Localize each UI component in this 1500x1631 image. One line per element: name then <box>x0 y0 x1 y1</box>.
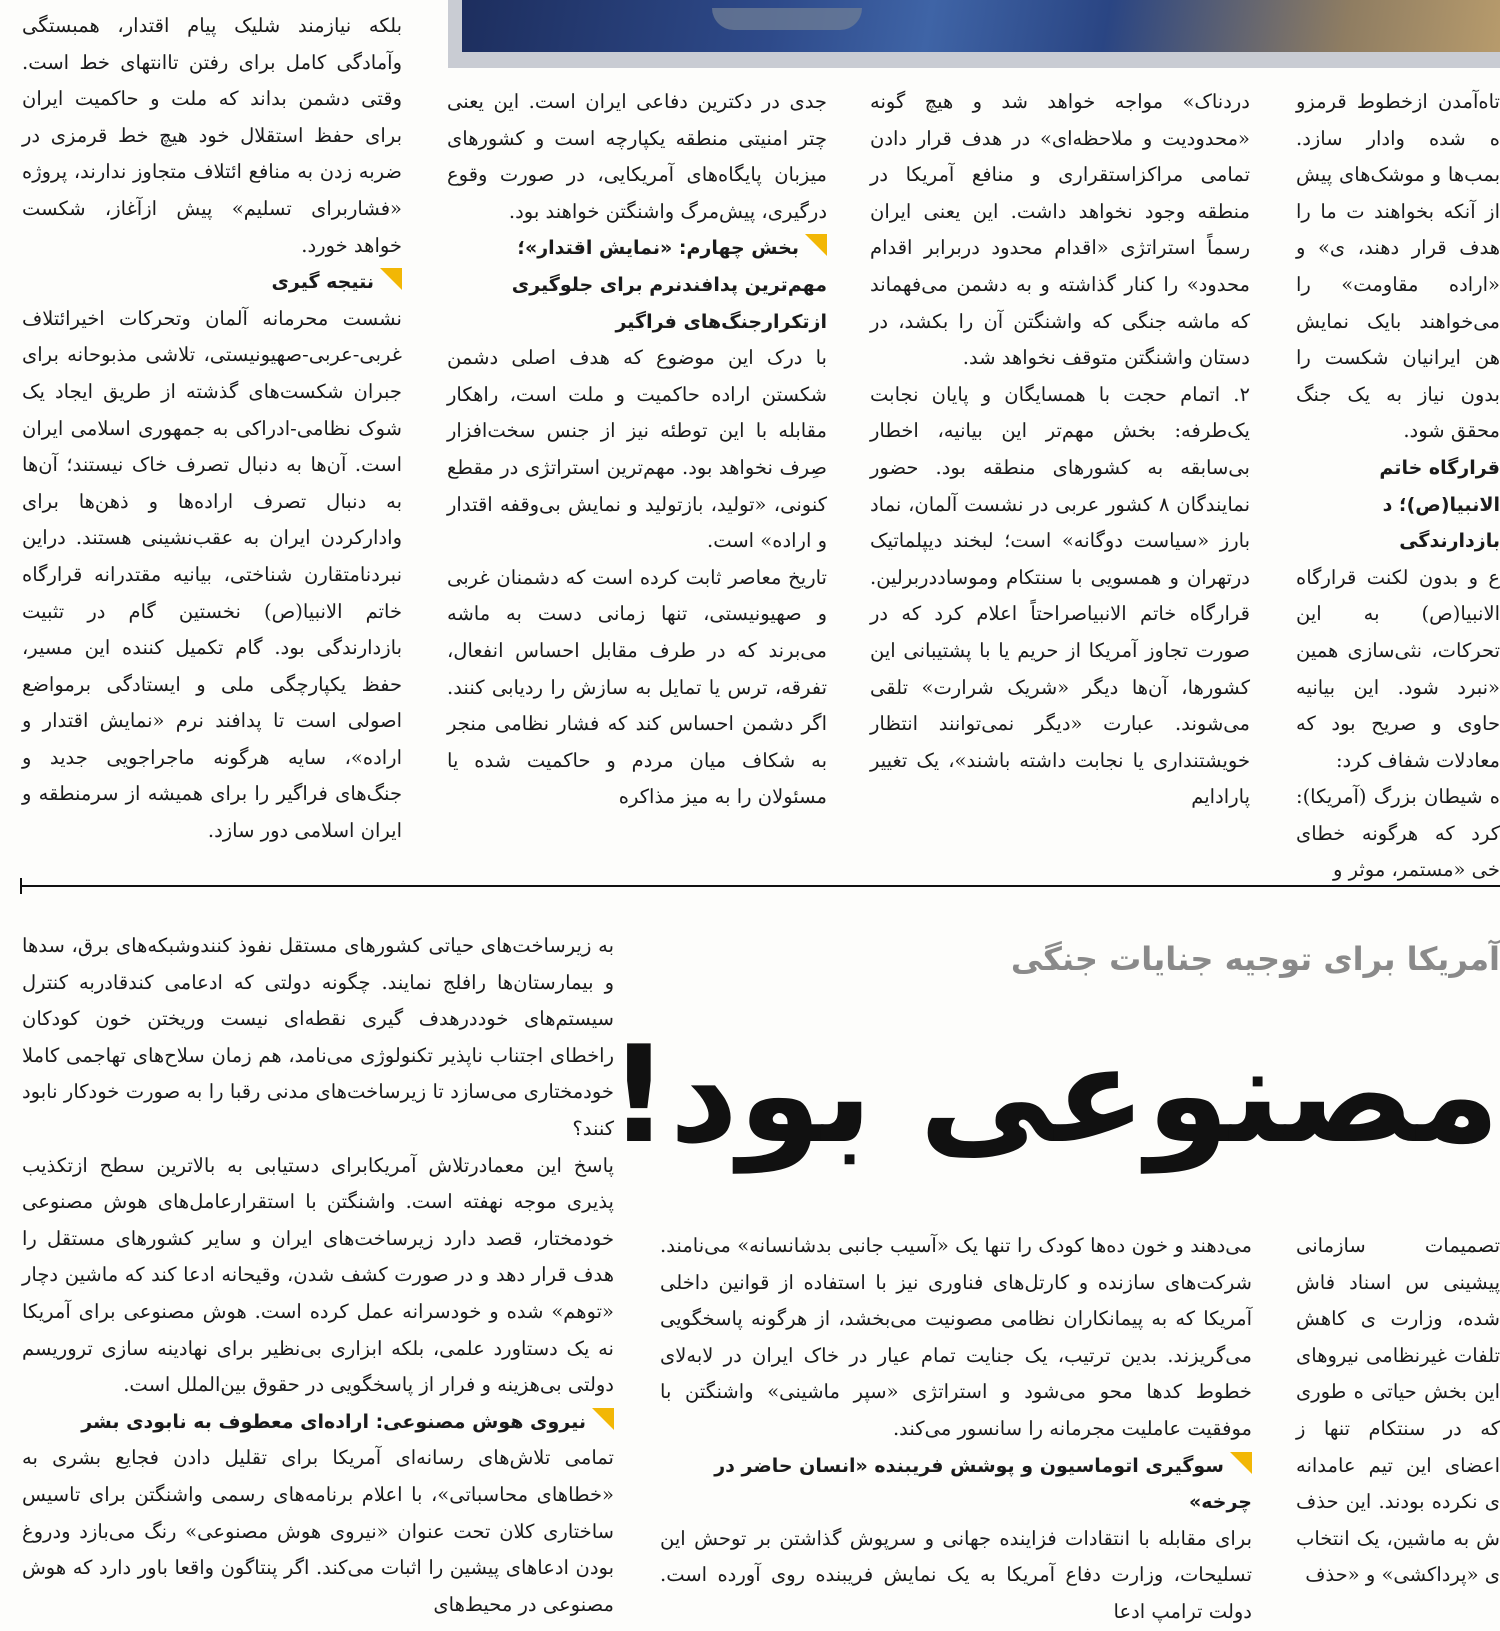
article-headline: مصنوعی بود! <box>608 1017 1500 1173</box>
top-col4-subhead: قرارگاه خاتم الانبیا(ص)؛ د بازدارندگی <box>1379 456 1500 553</box>
top-col3-para-b: ۲. اتمام حجت با همسایگان و پایان نجابت یک‌طرفه: بخش مهم‌تر این بیانیه، اخطار بی‌سابقه به کشورهای منطقه بود. حضور نمایندگان ۸ کشور عربی در نشست آلمان، نماد بارز «سیاست دوگانه» است؛ لبخند دیپلماتیک درتهران و همسویی با سنتکام وموساددربرلین. قرارگاه خاتم الانبیاصراحتاً اعلام کرد که در صورت تجاوز آمریکا از حریم یا با پشتیبانی این کشورها، آن‌ها دیگر «شریک شرارت» تلقی می‌شوند. عبارت «دیگر نمی‌توانند انتظار خویشتنداری یا نجابت داشته باشند»، یک تغییر پارادایم <box>870 382 1250 809</box>
bottom-col1-para-b: پاسخ این معمادرتلاش آمریکابرای دستیابی به بالاترین سطح ازتکذیب پذیری موجه نهفته است. واشنگتن با استقرارعامل‌های هوش مصنوعی خودمختار، قصد دارد زیرساخت‌های ایران و سایر کشورهای مستقل را هدف قرار دهد و در صورت کشف شدن، وقیحانه ادعا کند که ماشین دچار «توهم» شده و خودسرانه عمل کرده است. هوش مصنوعی برای آمریکا نه یک دستاورد علمی، بلکه ابزاری بی‌نظیر برای نهادینه سازی تروریسم دولتی بی‌هزینه و فرار از پاسخگویی در حقوق بین‌الملل است. <box>22 1153 614 1397</box>
bottom-col1-para-a: به زیرساخت‌های حیاتی کشورهای مستقل نفوذ کنندوشبکه‌های برق، سدها و بیمارستان‌ها رافلج نمایند. چگونه دولتی که ادعامی کندقادربه کنترل سیستم‌های خوددرهدف گیری نقطه‌ای نیست وریختن خون کودکان راخطای اجتناب ناپذیر تکنولوژی می‌نامد، هم زمان سلاح‌های تهاجمی کاملا خودمختاری می‌سازد تا زیرساخت‌های مدنی رقبا را به صورت خودکار نابود کنند؟ <box>22 934 614 1140</box>
bottom-col-2 <box>660 1228 1252 1623</box>
bottom-col2-para2: برای مقابله با انتقادات فزاینده جهانی و سرپوش گذاشتن بر توحش این تسلیحات، وزارت دفاع آمریکا به یک نمایش فریبنده روی آورده است. دولت ترامپ ادعا <box>660 1526 1252 1623</box>
top-photo <box>448 0 1500 68</box>
triangle-marker-icon <box>805 234 827 256</box>
triangle-marker-icon <box>1230 1452 1252 1474</box>
top-col1-para: بلکه نیازمند شلیک پیام اقتدار، همبستگی وآمادگی کامل برای رفتن تاانتهای خط است. وقتی دشمن بداند که ملت و حاکمیت ایران برای حفظ استقلال خود هیچ خط قرمزی در ضربه زدن به منافع ائتلاف متجاوز ندارند، پروژه «فشاربرای تسلیم» پیش ازآغاز، شکست خواهد خورد. <box>22 14 402 257</box>
triangle-marker-icon <box>380 268 402 290</box>
top-col4-para: تاه‌آمدن ازخطوط قرمزو ه شده وادار سازد. بمب‌ها و موشک‌های پیش از آنکه بخواهند ت ما را هدف قرار دهند، ی» و «اراده مقاومت» را می‌خواهند بایک نمایش هن ایرانیان شکست را بدون نیاز به یک جنگ محقق شود. <box>1296 90 1500 443</box>
top-col1-para2: نشست محرمانه آلمان وتحرکات اخیرائتلاف غربی-عربی-صهیونیستی، تلاشی مذبوحانه برای جبران شکست‌های گذشته از طریق ایجاد یک شوک نظامی-ادراکی به جمهوری اسلامی ایران است. آن‌ها به دنبال تصرف خاک نیستند؛ آن‌ها به دنبال تصرف اراده‌ها و ذهن‌ها برای وادارکردن ایران به عقب‌نشینی هستند. دراین نبردنامتقارن شناختی، بیانیه مقتدرانه قرارگاه خاتم الانبیا(ص) نخستین گام در تثبیت بازدارندگی بود. گام تکمیل کننده این مسیر، حفظ یکپارچگی ملی و ایستادگی برمواضع اصولی است تا پدافند نرم «نمایش اقتدار و اراده»، سایه هرگونه ماجراجویی جدید و جنگ‌های فراگیر را برای همیشه از سرمنطقه و ایران اسلامی دور سازد. <box>22 306 402 843</box>
top-col2-para: جدی در دکترین دفاعی ایران است. این یعنی چتر امنیتی منطقه یکپارچه است و کشورهای میزبان پایگاه‌های آمریکایی، در صورت وقوع درگیری، پیش‌مرگ واشنگتن خواهند بود. <box>447 90 827 223</box>
article-kicker: آمریکا برای توجیه جنایات جنگی <box>1010 940 1500 978</box>
top-col4-para2a: ع و بدون لکنت قرارگاه الانبیا(ص) به این تحرکات، نثی‌سازی همین «نبرد شود. این بیانیه حاوی و صریح بود که معادلات شفاف کرد: <box>1296 565 1500 772</box>
top-col4-para2b: ه شیطان بزرگ (آمریکا): کرد که هرگونه خطای خی «مستمر، موثر و <box>1296 785 1500 882</box>
bottom-col1-subhead: نیروی هوش مصنوعی: اراده‌ای معطوف به نابودی بشر <box>22 1404 614 1441</box>
top-col-1 <box>22 8 402 850</box>
bottom-col-3 <box>1296 1228 1500 1587</box>
top-col2-para2b: تاریخ معاصر ثابت کرده است که دشمنان غربی و صهیونیستی، تنها زمانی دست به ماشه می‌برند که در طرف مقابل احساس انفعال، تفرقه، ترس یا تمایل به سازش را ردیابی کنند. اگر دشمن احساس کند که فشار نظامی منجر به شکاف میان مردم و حاکمیت شده یا مسئولان را به میز مذاکره <box>447 565 827 809</box>
top-col3-para-a: دردناک» مواجه خواهد شد و هیچ گونه «محدودیت و ملاحظه‌ای» در هدف قرار دادن تمامی مراکزاستقراری و منافع آمریکا در منطقه وجود نخواهد داشت. این یعنی ایران رسماً استراتژی «اقدام محدود دربرابر اقدام محدود» را کنار گذاشته و به دشمن می‌فهماند که ماشه جنگی که واشنگتن آن را بکشد، در دستان واشنگتن متوقف نخواهد شد. <box>870 90 1250 370</box>
top-col-4 <box>1296 84 1500 882</box>
section-divider <box>20 885 1500 887</box>
top-col-2 <box>447 84 827 816</box>
bottom-col2-para: می‌دهند و خون ده‌ها کودک را تنها یک «آسیب جانبی بدشانسانه» می‌نامند. شرکت‌های سازنده و کارتل‌های فناوری نیز با استفاده از قوانین داخلی آمریکا که به پیمانکاران نظامی مصونیت می‌بخشد، از هرگونه پاسخگویی می‌گریزند. بدین ترتیب، یک جنایت تمام عیار در خاک ایران در لابه‌لای خطوط کدها محو می‌شود و استراتژی «سپر ماشینی» واشنگتن با موفقیت عاملیت مجرمانه را سانسور می‌کند. <box>660 1234 1252 1440</box>
section-divider-tick <box>20 878 22 894</box>
bottom-col2-subhead: سوگیری اتوماسیون و پوشش فریبنده «انسان حاضر در چرخه» <box>660 1448 1252 1521</box>
triangle-marker-icon <box>592 1408 614 1430</box>
top-col2-para2a: با درک این موضوع که هدف اصلی دشمن شکستن اراده حاکمیت و ملت است، راهکار مقابله با این توطئه نیز از جنس سخت‌افزار صِرف نخواهد بود. مهم‌ترین استراتژی در مقطع کنونی، «تولید، بازتولید و نمایش بی‌وقفه اقتدار و اراده» است. <box>447 346 827 553</box>
bottom-col1-para2: تمامی تلاش‌های رسانه‌ای آمریکا برای تقلیل دادن فجایع بشری به «خطاهای محاسباتی»، با اعلام برنامه‌های رسمی واشنگتن برای تاسیس ساختاری کلان تحت عنوان «نیروی هوش مصنوعی» رنگ می‌بازد ودروغ بودن ادعاهای پیشین را اثبات می‌کند. اگر پنتاگون واقعا باور دارد که هوش مصنوعی در محیط‌های <box>22 1446 614 1616</box>
bottom-col-1 <box>22 928 614 1616</box>
top-col2-subhead: بخش چهارم: «نمایش اقتدار»؛ مهم‌ترین پدافندنرم برای جلوگیری ازتکرارجنگ‌های فراگیر <box>447 230 827 340</box>
top-col-3 <box>870 84 1250 816</box>
bottom-col3-para: تصمیمات سازمانی پیشینی س اسناد فاش شده، وزارت ی کاهش تلفات غیرنظامی نیروهای این بخش حیاتی ه طوری که در سنتکام تنها ز اعضای این تیم عامدانه ی نکرده بودند. این حذف ش به ماشین، یک انتخاب ی «پرداکشی» و «حذف <box>1296 1234 1500 1587</box>
top-col1-subhead: نتیجه گیری <box>22 264 402 301</box>
photo-image-sea <box>462 0 1500 52</box>
photo-ship-shape <box>712 8 862 30</box>
